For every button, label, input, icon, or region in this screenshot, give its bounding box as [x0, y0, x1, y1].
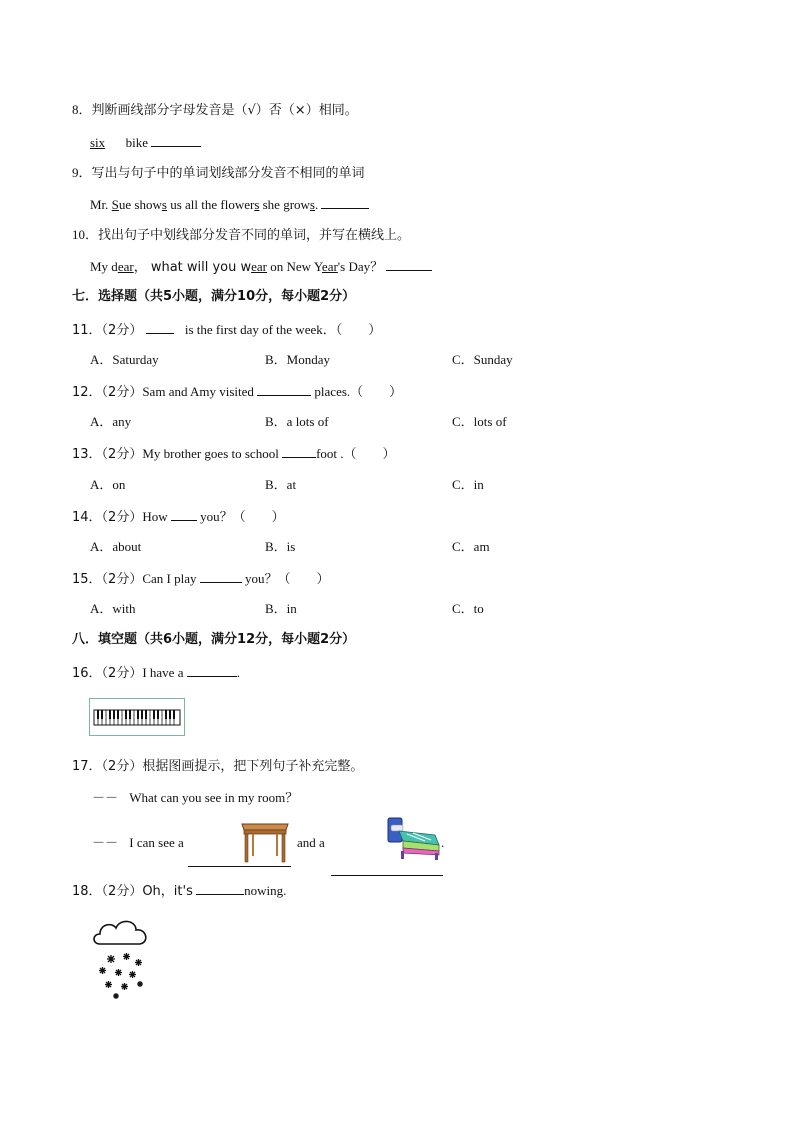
q17-blank-2[interactable] [331, 875, 443, 876]
q14-text: How [142, 509, 168, 524]
q11-option-b[interactable]: B．Monday [265, 352, 331, 367]
q12-stem [72, 383, 402, 401]
q17-dash: －－ [92, 791, 119, 806]
q18-text: nowing. [244, 883, 287, 898]
q17-end-period: . [441, 835, 445, 850]
section8-heading: 八．填空题（共6小题，满分12分，每小题2分） [72, 632, 356, 647]
q8-word-six: six [90, 135, 106, 150]
q15-answer-blank[interactable] [200, 570, 242, 583]
q13-option-c[interactable]: C．in [452, 477, 484, 492]
q17-line1 [92, 790, 298, 807]
q17-dash: －－ [92, 836, 119, 851]
q10-answer-blank[interactable] [386, 258, 432, 271]
q10-prompt: 找出句子中划线部分发音不同的单词，并写在横线上。 [98, 228, 411, 243]
q13-number: 13．（2分） [72, 447, 143, 462]
q12-answer-blank[interactable] [257, 383, 311, 396]
q14-number: 14．（2分） [72, 510, 143, 525]
q13-stem [72, 445, 396, 463]
q11-text: is the first day of the week．（ ） [184, 322, 382, 337]
q10-text: My d [90, 259, 118, 274]
q12-text: places.（ ） [314, 384, 403, 399]
q17-line2-start [92, 835, 184, 852]
q8-number: 8． [72, 102, 92, 117]
q9-text: Mr. [90, 197, 109, 212]
q9-answer-blank[interactable] [321, 196, 369, 209]
q11-answer-blank[interactable] [146, 321, 174, 334]
q17-blank-1[interactable] [188, 866, 291, 867]
q9-sentence [90, 196, 369, 213]
q13-text: foot .（ ） [316, 446, 396, 461]
table-icon [240, 820, 290, 868]
q8-line [72, 102, 358, 119]
q10-sentence [90, 258, 432, 276]
q12-number: 12．（2分） [72, 385, 143, 400]
q14-option-c[interactable]: C．am [452, 539, 490, 554]
q14-stem [72, 508, 285, 526]
q15-option-c[interactable]: C．to [452, 601, 484, 616]
q9-text: ue show [118, 197, 162, 212]
q16-text: . [236, 665, 240, 680]
q10-underlined-part: ear [251, 259, 268, 274]
bed-icon [385, 815, 441, 865]
q13-text: My brother goes to school [142, 446, 279, 461]
q10-text: on New Y [267, 259, 322, 274]
q10-number: 10． [72, 227, 99, 242]
q15-option-b[interactable]: B．in [265, 601, 297, 616]
q14-text: you？（ ） [200, 509, 285, 524]
q12-option-c[interactable]: C．lots of [452, 414, 507, 429]
q9-underlined-letter: s [161, 197, 167, 212]
q14-option-a[interactable]: A．about [90, 539, 142, 554]
q10-text: ， what will you w [133, 260, 252, 275]
q9-underlined-letter: s [254, 197, 260, 212]
q15-text: you？（ ） [244, 571, 330, 586]
q17-and-a: and a [297, 835, 325, 850]
q12-option-a[interactable]: A．any [90, 414, 132, 429]
q16-answer-blank[interactable] [187, 664, 237, 677]
q13-answer-blank[interactable] [282, 445, 316, 458]
q9-underlined-letter: s [309, 197, 315, 212]
q9-text: she grow [259, 197, 310, 212]
q18-stem [72, 882, 286, 900]
q18-text: Oh，it's [142, 884, 193, 899]
q17-answer-text: I can see a [129, 835, 184, 850]
q16-stem [72, 664, 240, 682]
q10-line [72, 227, 410, 244]
q13-option-a[interactable]: A．on [90, 477, 126, 492]
q11-option-a[interactable]: A．Saturday [90, 352, 159, 367]
q8-answer-blank[interactable] [151, 134, 201, 147]
q14-option-b[interactable]: B．is [265, 539, 296, 554]
q9-text: . [314, 197, 319, 212]
q10-underlined-part: ear [117, 259, 134, 274]
q17-number: 17．（2分） [72, 759, 143, 774]
q9-line [72, 165, 365, 182]
q9-prompt: 写出与句子中的单词划线部分发音不相同的单词 [91, 166, 365, 181]
q11-stem [72, 321, 381, 339]
q12-text: Sam and Amy visited [142, 384, 254, 399]
q15-text: Can I play [142, 571, 197, 586]
q8-prompt: 判断画线部分字母发音是（√）否（×）相同。 [91, 103, 358, 118]
q15-stem [72, 570, 330, 588]
q10-text: 's Day？ [337, 259, 384, 274]
snow-cloud-icon [90, 912, 152, 1006]
q9-underlined-letter: S [111, 197, 119, 212]
q18-number: 18．（2分） [72, 884, 143, 899]
section7-heading: 七．选择题（共5小题，满分10分，每小题2分） [72, 289, 356, 304]
q17-prompt: 根据图画提示，把下列句子补充完整。 [142, 759, 364, 774]
q9-number: 9． [72, 165, 92, 180]
q9-text: us all the flower [166, 197, 255, 212]
q18-answer-blank[interactable] [196, 882, 244, 895]
q12-option-b[interactable]: B．a lots of [265, 414, 329, 429]
q17-question-text: What can you see in my room？ [129, 790, 299, 805]
q15-option-a[interactable]: A．with [90, 601, 136, 616]
q8-words [90, 134, 201, 151]
q17-stem [72, 758, 363, 775]
q16-number: 16．（2分） [72, 666, 143, 681]
q11-option-c[interactable]: C．Sunday [452, 352, 513, 367]
piano-keyboard-icon [89, 698, 185, 740]
q13-option-b[interactable]: B．at [265, 477, 297, 492]
q8-word-bike: bike [125, 135, 149, 150]
q14-answer-blank[interactable] [171, 508, 197, 521]
q11-number: 11．（2分） [72, 323, 143, 338]
q10-underlined-part: ear [321, 259, 338, 274]
q15-number: 15．（2分） [72, 572, 143, 587]
q16-text: I have a [142, 665, 184, 680]
